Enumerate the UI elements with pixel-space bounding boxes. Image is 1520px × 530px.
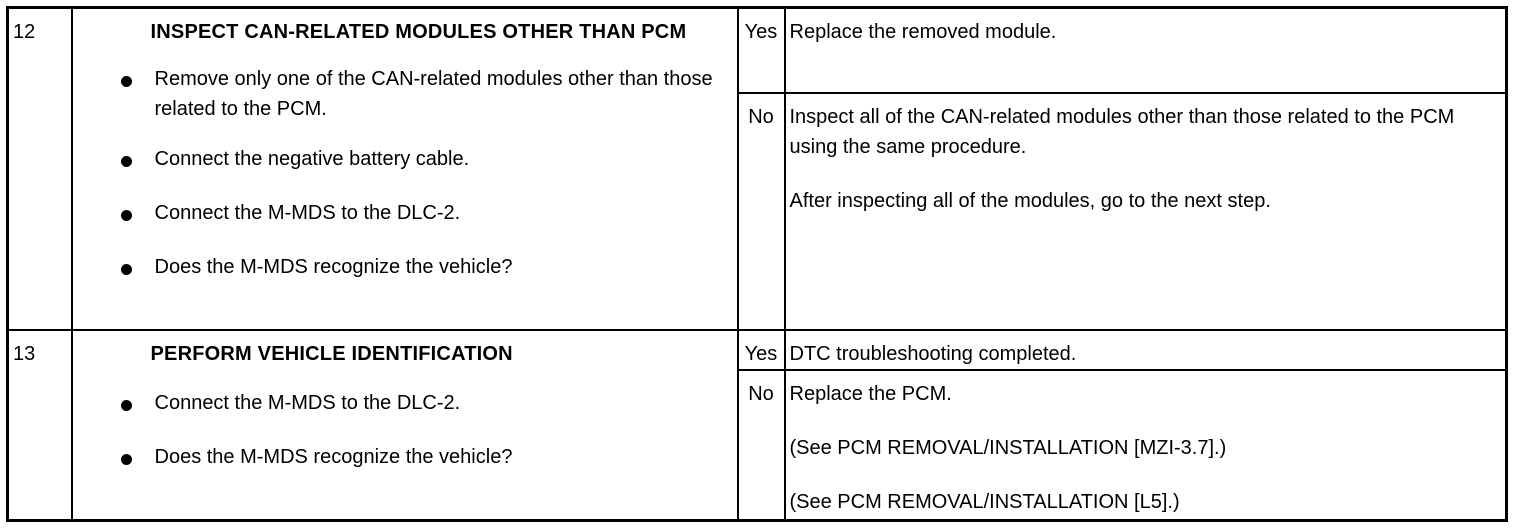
bullet-icon — [121, 210, 132, 221]
step-title: PERFORM VEHICLE IDENTIFICATION — [150, 342, 513, 365]
no-action — [785, 370, 1507, 521]
step-13-yes-row — [8, 330, 1507, 370]
no-action-text: (See PCM REMOVAL/INSTALLATION [MZI-3.7].) — [789, 436, 1227, 459]
no-label: No — [738, 93, 785, 330]
bullet-item: Connect the M-MDS to the DLC-2. — [73, 198, 717, 228]
yes-label: Yes — [738, 8, 785, 93]
bullet-icon — [121, 264, 132, 275]
step-number: 13 — [8, 330, 72, 521]
bullet-item: Does the M-MDS recognize the vehicle? — [73, 252, 717, 282]
no-action-text: (See PCM REMOVAL/INSTALLATION [L5].) — [789, 490, 1180, 513]
step-12-body — [72, 8, 738, 330]
bullet-item: Remove only one of the CAN-related modules other than those related to the PCM. — [73, 64, 717, 124]
no-label: No — [738, 370, 785, 521]
no-action — [785, 93, 1507, 330]
yes-action: DTC troubleshooting completed. — [785, 330, 1507, 370]
bullet-icon — [121, 156, 132, 167]
no-action-text: Replace the PCM. — [789, 382, 952, 405]
no-action-text: After inspecting all of the modules, go to the next step. — [789, 189, 1271, 212]
bullet-item: Connect the negative battery cable. — [73, 144, 717, 174]
bullet-icon — [121, 454, 132, 465]
step-bullet-list — [73, 64, 737, 282]
no-action-text: Inspect all of the CAN-related modules other than those related to the PCM using the same procedure. — [789, 105, 1455, 158]
bullet-icon — [121, 400, 132, 411]
bullet-item: Connect the M-MDS to the DLC-2. — [73, 388, 717, 418]
step-13-body — [72, 330, 738, 521]
step-number: 12 — [8, 8, 72, 330]
step-bullet-list — [73, 388, 737, 472]
yes-action: Replace the removed module. — [785, 8, 1507, 93]
yes-label: Yes — [738, 330, 785, 370]
troubleshooting-table — [6, 6, 1508, 522]
step-title: INSPECT CAN-RELATED MODULES OTHER THAN PCM — [150, 21, 687, 43]
bullet-item: Does the M-MDS recognize the vehicle? — [73, 442, 717, 472]
step-12-yes-row — [8, 8, 1507, 93]
bullet-icon — [121, 76, 132, 87]
